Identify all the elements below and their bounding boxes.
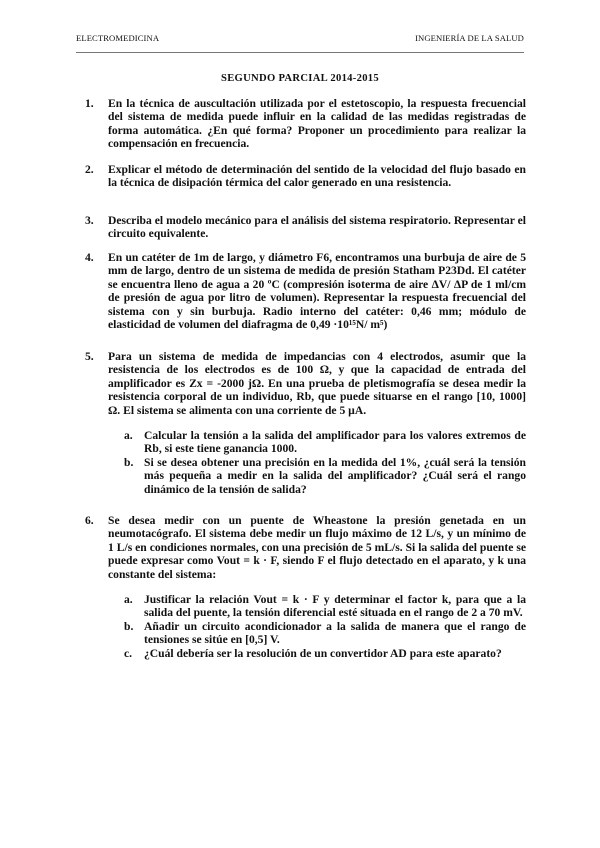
question-number: 1. [85, 97, 94, 110]
header-divider [76, 52, 524, 53]
subitem-text: Si se desea obtener una precisión en la medida del 1%, ¿cuál será la tensión más pequeña a medir en la salida del amplificador? ¿Cuál será el rango dinámico de la tensión de salida? [144, 455, 526, 496]
question-text: Se desea medir con un puente de Wheastone la presión genetada en un neumotacógrafo. El sistema debe medir un flujo máximo de 12 L/s, y un mínimo de 1 L/s en condiciones normales, con una precisión de 5 mL/s. Si la salida del puente se puede expresar como Vout = k · F, siendo F el flujo detectado en el aparato, y k una constante del sistema: [108, 514, 526, 581]
question-text: Describa el modelo mecánico para el análisis del sistema respiratorio. Representar el circuito equivalente. [108, 214, 526, 241]
question-number: 2. [85, 163, 94, 176]
subitem-text: Calcular la tensión a la salida del amplificador para los valores extremos de Rb, si este tiene ganancia 1000. [144, 429, 526, 456]
question-text: En la técnica de auscultación utilizada por el estetoscopio, la respuesta frecuencial del sistema de medida puede influir en la calidad de las medidas registradas de forma automática. ¿En qué forma? Proponer un procedimiento para realizar la compensación en frecuencia. [108, 97, 526, 151]
question-3 [86, 214, 526, 241]
question-4 [86, 251, 526, 331]
question-5 [86, 350, 526, 496]
subitem-text: Añadir un circuito acondicionador a la salida de manera que el rango de tensiones se sitúe en [0,5] V. [144, 619, 526, 647]
subitem-text: ¿Cuál debería ser la resolución de un convertidor AD para este aparato? [144, 646, 502, 660]
page-header [76, 33, 524, 47]
question-number: 3. [85, 214, 94, 227]
subitem [124, 429, 526, 456]
exam-title: SEGUNDO PARCIAL 2014-2015 [221, 73, 379, 84]
question-text: Para un sistema de medida de impedancias con 4 electrodos, asumir que la resistencia de los electrodos es de 100 Ω, y que la capacidad de entrada del amplificador es Zx = -2000 jΩ. En una prueba de pletismografía se desea medir la resistencia corporal de un individuo, Rb, que puede situarse en el rango [10, 1000] Ω. El sistema se alimenta con una corriente de 5 µA. [108, 350, 526, 417]
question-6 [86, 514, 526, 660]
question-2 [86, 163, 526, 190]
question-number: 5. [85, 350, 94, 363]
subitem-list [86, 429, 526, 496]
subitem-letter: c. [124, 646, 133, 660]
header-degree: INGENIERÍA DE LA SALUD [415, 33, 524, 43]
subitem [124, 455, 526, 496]
subitem-letter: b. [124, 619, 134, 633]
question-number: 6. [85, 514, 94, 527]
subitem-list [86, 593, 526, 660]
question-1 [86, 97, 526, 151]
question-text: En un catéter de 1m de largo, y diámetro F6, encontramos una burbuja de aire de 5 mm de largo, dentro de un sistema de medida de presión Statham P23Dd. El catéter se encuentra lleno de agua a 20 ºC (compresión isoterma de aire ΔV/ ΔP de 1 ml/cm de presión de agua por litro de volumen). Representar la respuesta frecuencial del sistema con y sin burbuja. Radio interno del catéter: 0,46 mm; módulo de elasticidad de volumen del diafragma de 0,49 ·10¹⁵N/ m⁵) [108, 251, 526, 332]
header-course: ELECTROMEDICINA [76, 33, 160, 43]
subitem-letter: b. [124, 455, 134, 469]
question-text: Explicar el método de determinación del sentido de la velocidad del flujo basado en la técnica de disipación térmica del calor generado en una resistencia. [108, 163, 526, 190]
subitem-letter: a. [124, 593, 133, 607]
subitem [124, 646, 526, 660]
subitem-text: Justificar la relación Vout = k · F y determinar el factor k, para que a la salida del puente, la tensión diferencial esté situada en el rango de 2 a 70 mV. [144, 593, 526, 620]
question-number: 4. [85, 251, 94, 264]
subitem [124, 593, 526, 620]
subitem-letter: a. [124, 429, 133, 443]
subitem [124, 619, 526, 647]
